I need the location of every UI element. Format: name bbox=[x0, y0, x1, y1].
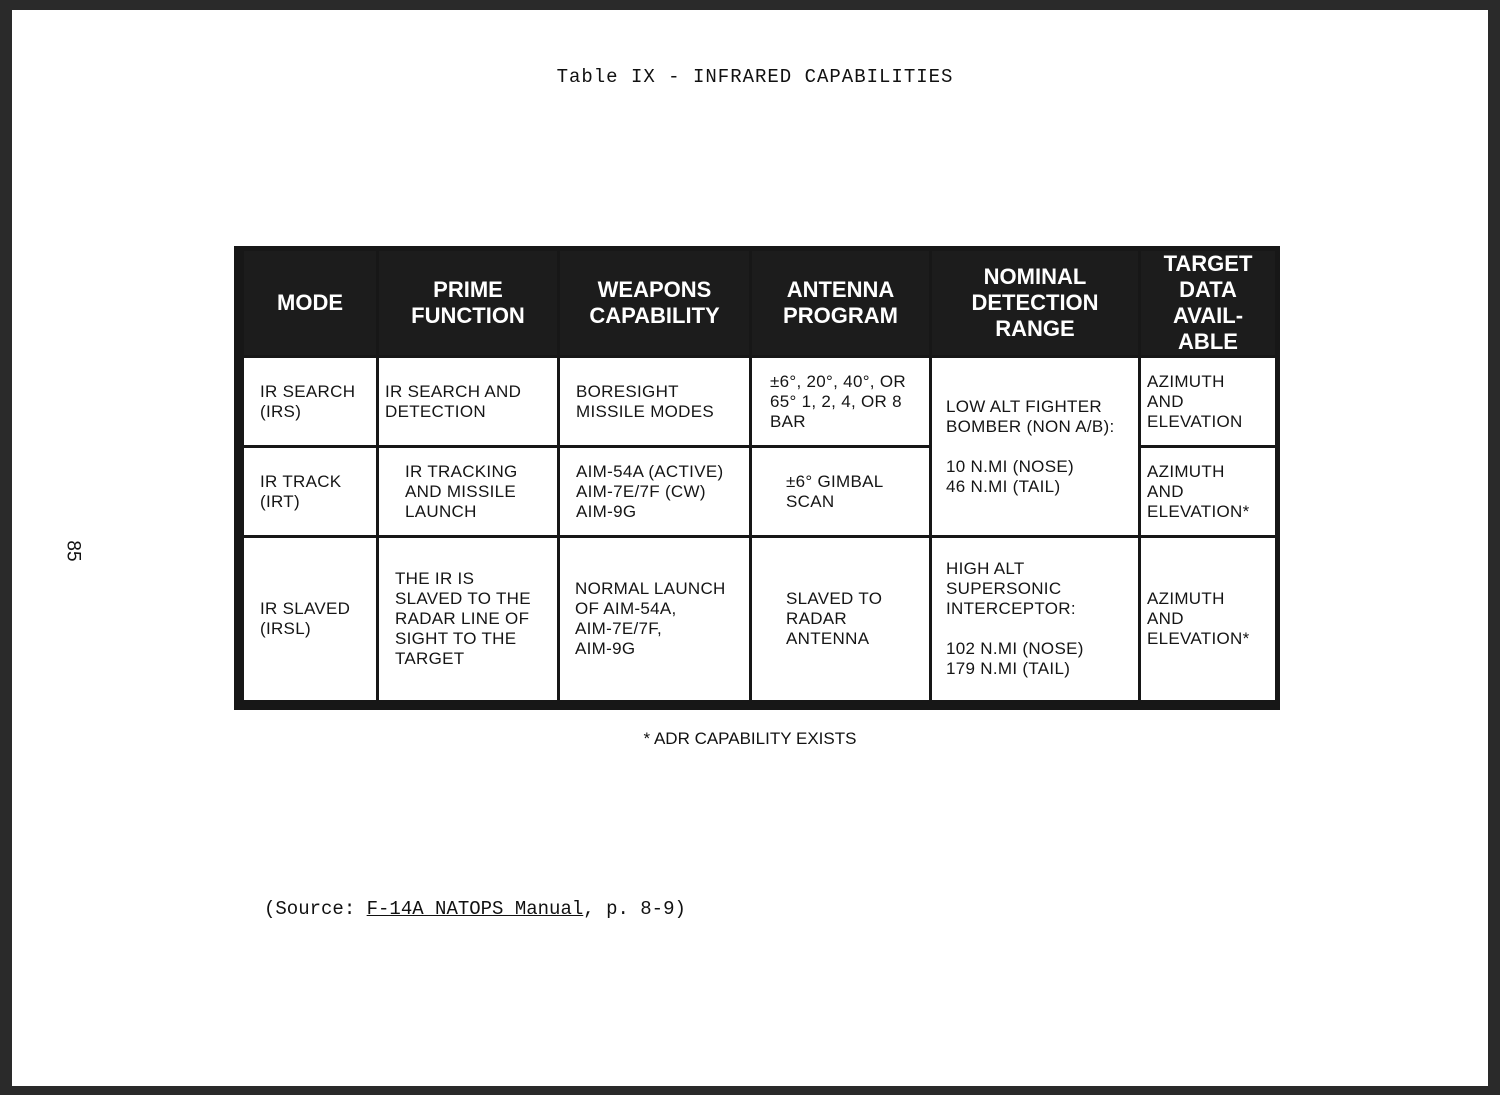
cell-mode: IR TRACK (IRT) bbox=[244, 448, 376, 535]
cell-antenna: SLAVED TO RADAR ANTENNA bbox=[752, 538, 929, 700]
page-number: 85 bbox=[62, 540, 84, 562]
table-row bbox=[244, 538, 1275, 700]
source-prefix: (Source: bbox=[264, 898, 367, 920]
cell-function: THE IR IS SLAVED TO THE RADAR LINE OF SIGHT TO THE TARGET bbox=[379, 538, 557, 700]
cell-weapons: NORMAL LAUNCH OF AIM-54A, AIM-7E/7F, AIM-9G bbox=[560, 538, 749, 700]
header-target-data-available: TARGET DATA AVAIL- ABLE bbox=[1141, 251, 1275, 355]
header-nominal-detection-range: NOMINAL DETECTION RANGE bbox=[932, 251, 1138, 355]
cell-range-low-alt: LOW ALT FIGHTER BOMBER (NON A/B): 10 N.MI (NOSE) 46 N.MI (TAIL) bbox=[932, 358, 1138, 535]
cell-weapons: BORESIGHT MISSILE MODES bbox=[560, 358, 749, 445]
footnote-adr: * ADR CAPABILITY EXISTS bbox=[643, 729, 857, 748]
cell-target: AZIMUTH AND ELEVATION* bbox=[1141, 538, 1275, 700]
header-weapons-capability: WEAPONS CAPABILITY bbox=[560, 251, 749, 355]
cell-weapons: AIM-54A (ACTIVE) AIM-7E/7F (CW) AIM-9G bbox=[560, 448, 749, 535]
cell-mode: IR SEARCH (IRS) bbox=[244, 358, 376, 445]
header-mode: MODE bbox=[244, 251, 376, 355]
cell-antenna: ±6°, 20°, 40°, OR 65° 1, 2, 4, OR 8 BAR bbox=[752, 358, 929, 445]
header-prime-function: PRIME FUNCTION bbox=[379, 251, 557, 355]
cell-function: IR SEARCH AND DETECTION bbox=[379, 358, 557, 445]
cell-antenna: ±6° GIMBAL SCAN bbox=[752, 448, 929, 535]
cell-range-high-alt: HIGH ALT SUPERSONIC INTERCEPTOR: 102 N.MI (NOSE) 179 N.MI (TAIL) bbox=[932, 538, 1138, 700]
document-page bbox=[12, 10, 1488, 1086]
cell-target: AZIMUTH AND ELEVATION bbox=[1141, 358, 1275, 445]
table-title: Table IX - INFRARED CAPABILITIES bbox=[556, 66, 954, 88]
cell-mode: IR SLAVED (IRSL) bbox=[244, 538, 376, 700]
capabilities-table-frame bbox=[234, 246, 1280, 710]
cell-target: AZIMUTH AND ELEVATION* bbox=[1141, 448, 1275, 535]
table-row bbox=[244, 358, 1275, 445]
source-citation bbox=[264, 898, 686, 920]
cell-function: IR TRACKING AND MISSILE LAUNCH bbox=[379, 448, 557, 535]
header-antenna-program: ANTENNA PROGRAM bbox=[752, 251, 929, 355]
infrared-capabilities-table bbox=[241, 248, 1278, 703]
source-suffix: , p. 8-9) bbox=[583, 898, 686, 920]
source-manual-title: F-14A NATOPS Manual bbox=[366, 898, 584, 920]
